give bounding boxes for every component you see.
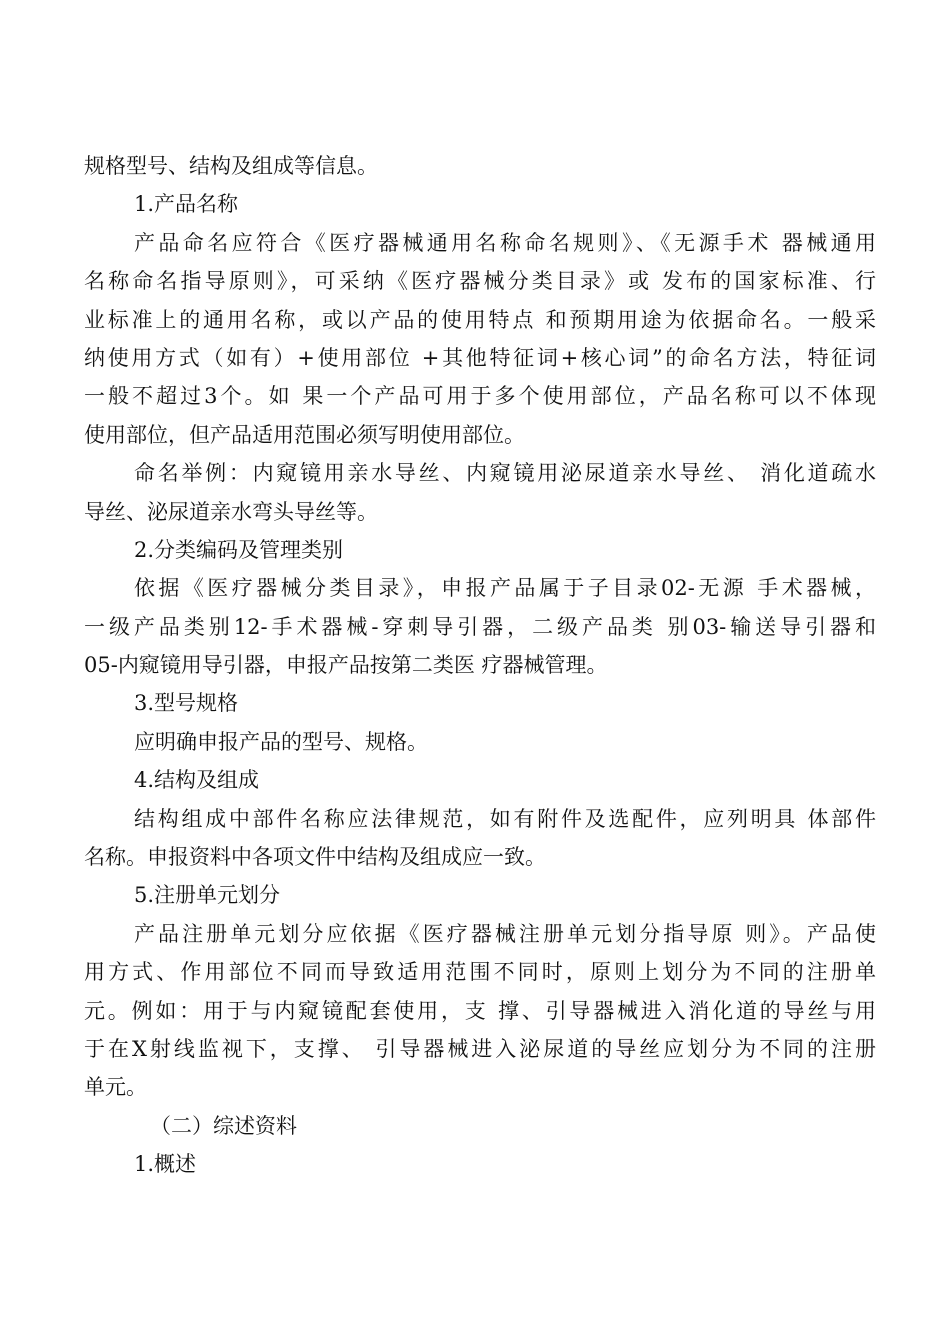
section-heading-registration-unit: 5.注册单元划分	[134, 883, 281, 908]
section-heading-product-name: 1.产品名称	[134, 192, 239, 217]
text-line: 用方式、作用部位不同而导致适用范围不同时，原则上划分为不同的注册单	[84, 960, 876, 985]
text-line: 依据《医疗器械分类目录》，申报产品属于子目录02-无源 手术器械，	[134, 576, 876, 601]
text-line: 名称命名指导原则》，可采纳《医疗器械分类目录》或 发布的国家标准、行	[84, 269, 876, 294]
text-line: 于在X射线监视下，支撑、 引导器械进入泌尿道的导丝应划分为不同的注册	[84, 1036, 876, 1061]
document-page	[84, 147, 876, 1184]
text-line: 名称。申报资料中各项文件中结构及组成应一致。	[84, 845, 546, 870]
section-heading-structure: 4.结构及组成	[134, 768, 260, 793]
text-line: 业标准上的通用名称，或以产品的使用特点 和预期用途为依据命名。一般采	[84, 307, 876, 332]
section-heading-overview-materials: （二）综述资料	[150, 1113, 297, 1138]
text-line: 产品注册单元划分应依据《医疗器械注册单元划分指导原 则》。产品使	[134, 921, 876, 946]
text-line: 纳使用方式（如有）+使用部位 +其他特征词+核心词”的命名方法，特征词	[84, 345, 876, 370]
section-heading-model-spec: 3.型号规格	[134, 691, 239, 716]
text-line: 规格型号、结构及组成等信息。	[84, 154, 378, 178]
text-line: 命名举例：内窥镜用亲水导丝、内窥镜用泌尿道亲水导丝、 消化道疏水	[134, 461, 876, 486]
text-line: 05-内窥镜用导引器，申报产品按第二类医 疗器械管理。	[84, 653, 608, 678]
text-line: 一般不超过3个。如 果一个产品可用于多个使用部位，产品名称可以不体现	[84, 384, 876, 409]
section-heading-classification: 2.分类编码及管理类别	[134, 537, 344, 562]
text-line: 使用部位，但产品适用范围必须写明使用部位。	[84, 422, 525, 447]
text-line: 一级产品类别12-手术器械-穿刺导引器，二级产品类 别03-输送导引器和	[84, 614, 876, 639]
text-line: 结构组成中部件名称应法律规范，如有附件及选配件，应列明具 体部件	[134, 806, 876, 831]
text-line: 导丝、泌尿道亲水弯头导丝等。	[84, 499, 378, 524]
text-line: 应明确申报产品的型号、规格。	[134, 729, 428, 754]
text-line: 单元。	[84, 1075, 147, 1100]
section-heading-overview: 1.概述	[134, 1152, 197, 1177]
text-line: 产品命名应符合《医疗器械通用名称命名规则》、《无源手术 器械通用	[134, 230, 876, 255]
text-line: 元。例如：用于与内窥镜配套使用，支 撑、引导器械进入消化道的导丝与用	[84, 998, 876, 1023]
